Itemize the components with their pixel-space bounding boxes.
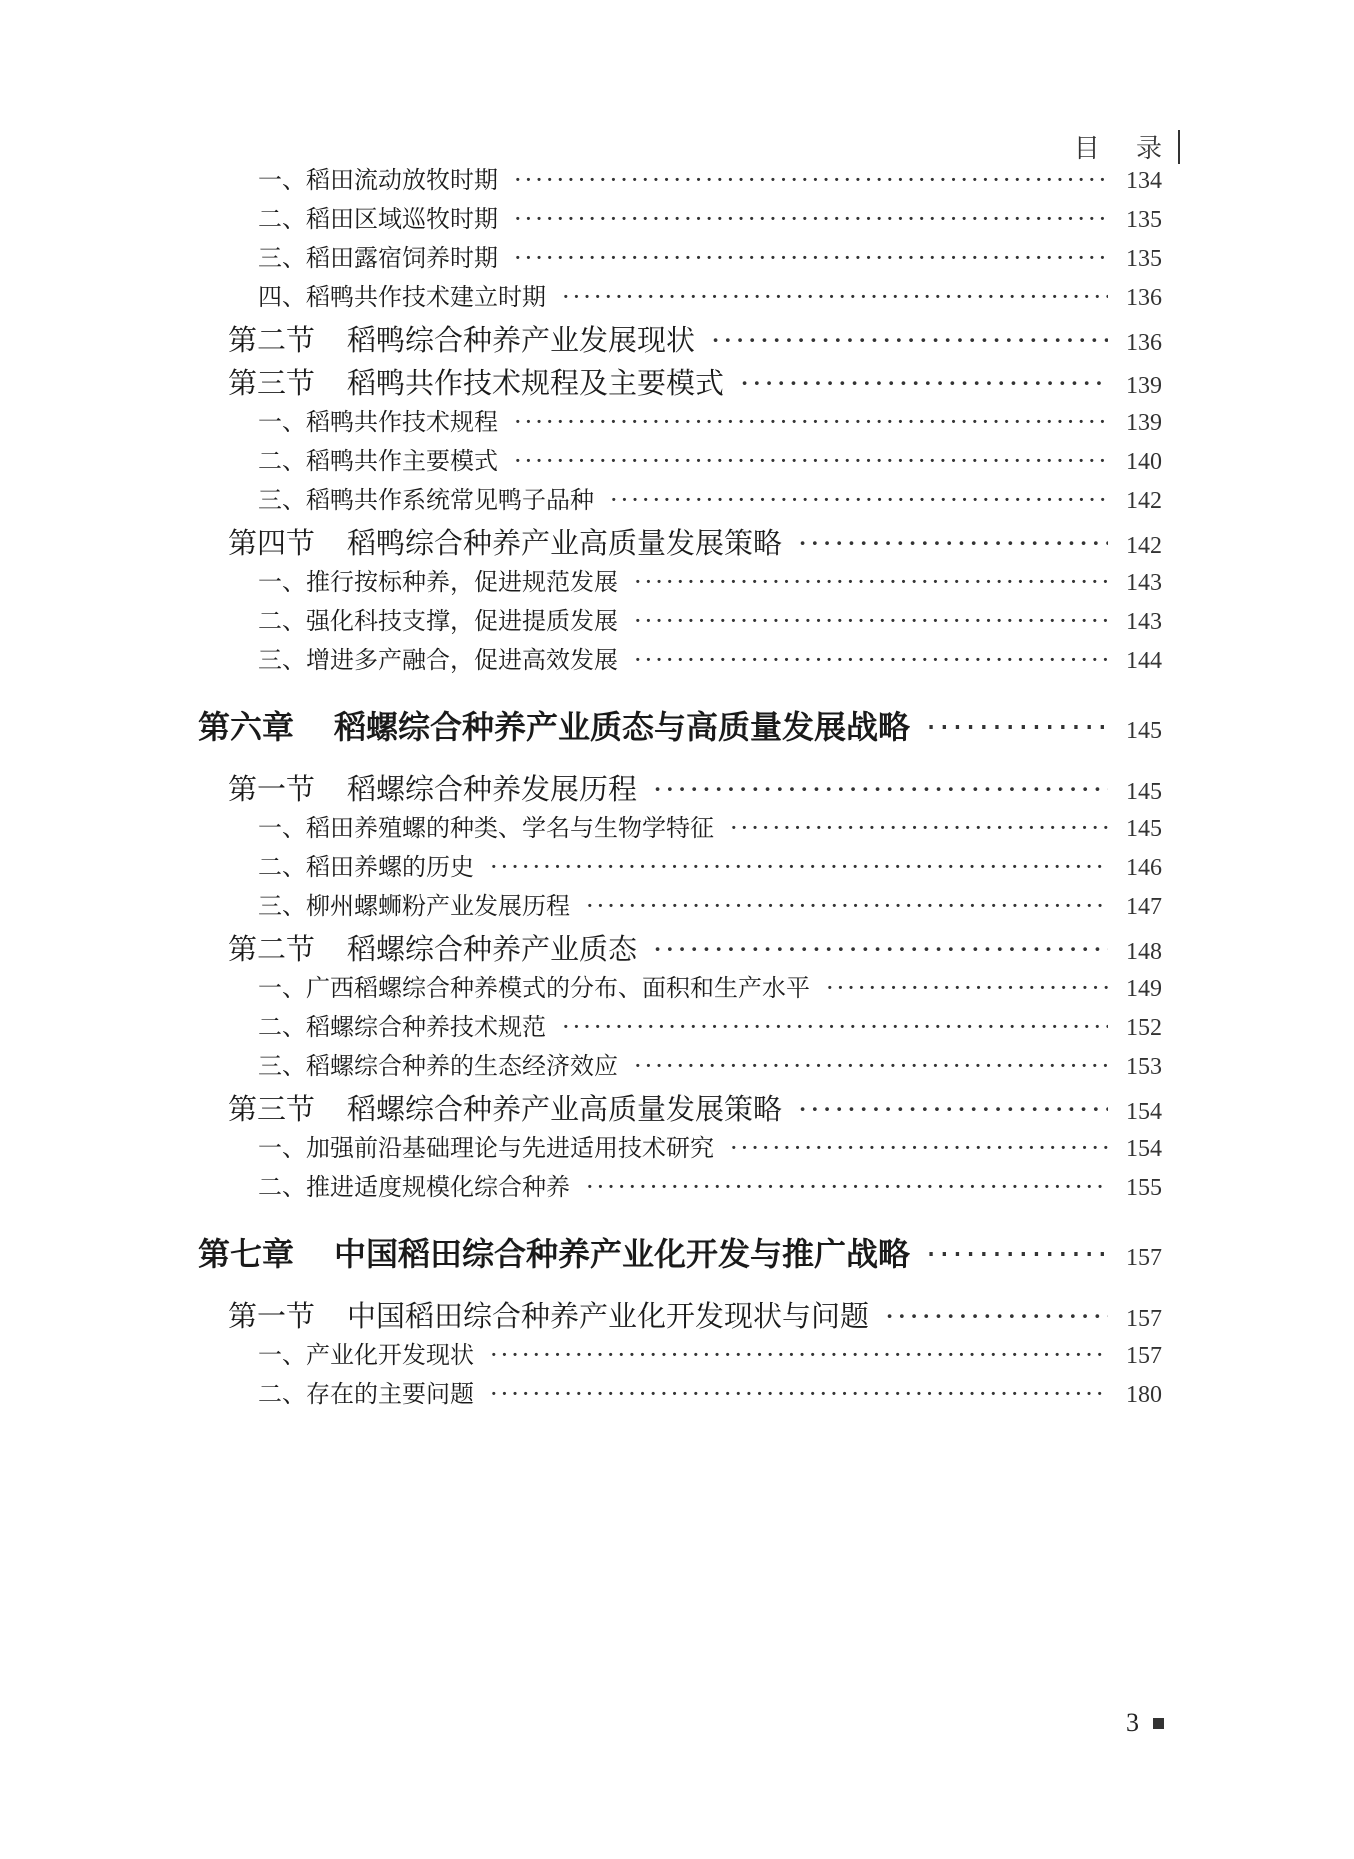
toc-entry-text: 稻螺综合种养产业高质量发展策略	[347, 1092, 783, 1126]
toc-entry-title: 一、稻田流动放牧时期	[258, 166, 498, 194]
toc-page-number: 154	[1126, 1136, 1162, 1162]
toc-subsection-entry[interactable]	[258, 199, 1162, 234]
toc-entry-title: 一、推行按标种养，促进规范发展	[258, 568, 618, 596]
toc-subsection-entry[interactable]	[258, 808, 1162, 843]
toc-page-number: 157	[1126, 1306, 1162, 1332]
dot-leader	[634, 1052, 1108, 1080]
toc-entry-title: 三、增进多产融合，促进高效发展	[258, 646, 618, 674]
toc-page-number: 142	[1126, 488, 1162, 514]
toc-entry-title: 三、柳州螺蛳粉产业发展历程	[258, 892, 570, 920]
toc-page-number: 134	[1126, 168, 1162, 194]
toc-page-number: 145	[1126, 779, 1162, 805]
toc-subsection-entry[interactable]	[258, 402, 1162, 437]
toc-entry-title	[228, 318, 695, 359]
toc-entry-title: 二、稻螺综合种养技术规范	[258, 1013, 546, 1041]
toc-entry-text: 稻螺综合种养产业质态	[347, 932, 638, 966]
dot-leader	[926, 708, 1108, 746]
dot-leader	[562, 1013, 1108, 1041]
toc-page-number: 157	[1126, 1245, 1162, 1271]
toc-subsection-entry[interactable]	[258, 1167, 1162, 1202]
dot-leader	[826, 974, 1108, 1002]
toc-page-number: 140	[1126, 449, 1162, 475]
toc-entry-label: 第三节	[228, 366, 316, 400]
toc-entry-text: 稻螺综合种养发展历程	[347, 772, 638, 806]
toc-entry-title: 二、稻田养螺的历史	[258, 853, 474, 881]
toc-entry-title	[228, 1294, 869, 1335]
dot-leader	[562, 283, 1108, 311]
dot-leader	[798, 526, 1108, 560]
toc-page-number: 145	[1126, 816, 1162, 842]
dot-leader	[740, 366, 1108, 400]
toc-page-number: 135	[1126, 207, 1162, 233]
dot-leader	[798, 1092, 1108, 1126]
toc-subsection-entry[interactable]	[258, 441, 1162, 476]
toc-subsection-entry[interactable]	[258, 1046, 1162, 1081]
dot-leader	[730, 814, 1108, 842]
dot-leader	[514, 244, 1108, 272]
toc-section-entry[interactable]	[228, 927, 1162, 968]
toc-entry-title	[228, 521, 782, 562]
toc-page-number: 143	[1126, 609, 1162, 635]
page-footer	[1126, 1708, 1164, 1738]
toc-entry-title: 一、加强前沿基础理论与先进适用技术研究	[258, 1134, 714, 1162]
toc-entry-text: 中国稻田综合种养产业化开发与推广战略	[334, 1235, 911, 1273]
toc-section-entry[interactable]	[228, 318, 1162, 359]
toc-entry-title: 三、稻鸭共作系统常见鸭子品种	[258, 486, 594, 514]
toc-entry-text: 稻鸭共作技术规程及主要模式	[347, 366, 725, 400]
dot-leader	[490, 853, 1108, 881]
toc-entry-title: 四、稻鸭共作技术建立时期	[258, 283, 546, 311]
dot-leader	[730, 1134, 1108, 1162]
toc-section-entry[interactable]	[228, 1294, 1162, 1335]
dot-leader	[926, 1235, 1108, 1273]
toc-page-number: 136	[1126, 330, 1162, 356]
toc-subsection-entry[interactable]	[258, 1374, 1162, 1409]
toc-entry-text: 稻鸭综合种养产业高质量发展策略	[347, 526, 783, 560]
toc-entry-title	[228, 927, 637, 968]
dot-leader	[514, 447, 1108, 475]
toc-entry-text: 中国稻田综合种养产业化开发现状与问题	[347, 1299, 870, 1333]
toc-chapter-entry[interactable]	[198, 702, 1162, 748]
toc-entry-title	[228, 361, 724, 402]
toc-entry-title: 一、产业化开发现状	[258, 1341, 474, 1369]
toc-entry-title: 一、广西稻螺综合种养模式的分布、面积和生产水平	[258, 974, 810, 1002]
dot-leader	[711, 323, 1108, 357]
toc-page-number: 148	[1126, 939, 1162, 965]
toc-entry-label: 第三节	[228, 1092, 316, 1126]
toc-page-number: 153	[1126, 1054, 1162, 1080]
toc-subsection-entry[interactable]	[258, 160, 1162, 195]
toc-subsection-entry[interactable]	[258, 640, 1162, 675]
toc-subsection-entry[interactable]	[258, 1007, 1162, 1042]
toc-page-number: 135	[1126, 246, 1162, 272]
toc-page-number: 142	[1126, 533, 1162, 559]
toc-entry-label: 第一节	[228, 772, 316, 806]
toc-subsection-entry[interactable]	[258, 847, 1162, 882]
toc-subsection-entry[interactable]	[258, 886, 1162, 921]
toc-entry-title: 三、稻田露宿饲养时期	[258, 244, 498, 272]
toc-entry-label: 第六章	[198, 708, 295, 746]
toc-subsection-entry[interactable]	[258, 238, 1162, 273]
toc-entry-title: 三、稻螺综合种养的生态经济效应	[258, 1052, 618, 1080]
header-title: 目 录	[1073, 134, 1176, 164]
toc-entry-title	[198, 702, 910, 748]
toc-page-number: 149	[1126, 976, 1162, 1002]
toc-entry-label: 第二节	[228, 323, 316, 357]
toc-subsection-entry[interactable]	[258, 968, 1162, 1003]
toc-entry-title: 二、稻鸭共作主要模式	[258, 447, 498, 475]
dot-leader	[586, 1173, 1108, 1201]
toc-entry-title: 一、稻鸭共作技术规程	[258, 408, 498, 436]
toc-page-number: 180	[1126, 1382, 1162, 1408]
dot-leader	[490, 1341, 1108, 1369]
square-bullet-icon	[1153, 1718, 1164, 1729]
toc-page-number: 154	[1126, 1099, 1162, 1125]
dot-leader	[885, 1299, 1108, 1333]
dot-leader	[514, 166, 1108, 194]
toc-page-number: 145	[1126, 718, 1162, 744]
toc-page-number: 139	[1126, 373, 1162, 399]
dot-leader	[634, 607, 1108, 635]
toc-entry-label: 第一节	[228, 1299, 316, 1333]
toc-entry-title: 二、推进适度规模化综合种养	[258, 1173, 570, 1201]
toc-subsection-entry[interactable]	[258, 601, 1162, 636]
toc-page-number: 139	[1126, 410, 1162, 436]
toc-entry-title: 二、稻田区域巡牧时期	[258, 205, 498, 233]
toc-section-entry[interactable]	[228, 521, 1162, 562]
toc-subsection-entry[interactable]	[258, 480, 1162, 515]
dot-leader	[634, 646, 1108, 674]
toc-entry-title	[228, 767, 637, 808]
dot-leader	[634, 568, 1108, 596]
toc-page-number: 147	[1126, 894, 1162, 920]
toc-entry-label: 第二节	[228, 932, 316, 966]
toc-entry-title: 一、稻田养殖螺的种类、学名与生物学特征	[258, 814, 714, 842]
toc-page-number: 136	[1126, 285, 1162, 311]
toc-page-number: 157	[1126, 1343, 1162, 1369]
toc-entry-label: 第四节	[228, 526, 316, 560]
toc-chapter-entry[interactable]	[198, 1229, 1162, 1275]
toc-page-number: 143	[1126, 570, 1162, 596]
toc-page-number: 155	[1126, 1175, 1162, 1201]
toc-subsection-entry[interactable]	[258, 277, 1162, 312]
toc-entry-title	[198, 1229, 910, 1275]
toc-entry-title	[228, 1087, 782, 1128]
toc-entry-text: 稻螺综合种养产业质态与高质量发展战略	[334, 708, 911, 746]
dot-leader	[653, 772, 1108, 806]
toc-page-number: 144	[1126, 648, 1162, 674]
page-number: 3	[1126, 1708, 1139, 1737]
toc-section-entry[interactable]	[228, 767, 1162, 808]
dot-leader	[490, 1380, 1108, 1408]
toc-page-number: 146	[1126, 855, 1162, 881]
toc-entry-text: 稻鸭综合种养产业发展现状	[347, 323, 696, 357]
toc-subsection-entry[interactable]	[258, 1335, 1162, 1370]
toc-entry-label: 第七章	[198, 1235, 295, 1273]
dot-leader	[514, 205, 1108, 233]
toc-section-entry[interactable]	[228, 361, 1162, 402]
dot-leader	[610, 486, 1108, 514]
toc-subsection-entry[interactable]	[258, 1128, 1162, 1163]
dot-leader	[586, 892, 1108, 920]
dot-leader	[514, 408, 1108, 436]
toc-entry-title: 二、存在的主要问题	[258, 1380, 474, 1408]
toc-page-number: 152	[1126, 1015, 1162, 1041]
toc-subsection-entry[interactable]	[258, 562, 1162, 597]
dot-leader	[653, 932, 1108, 966]
toc-section-entry[interactable]	[228, 1087, 1162, 1128]
toc-entry-title: 二、强化科技支撑，促进提质发展	[258, 607, 618, 635]
